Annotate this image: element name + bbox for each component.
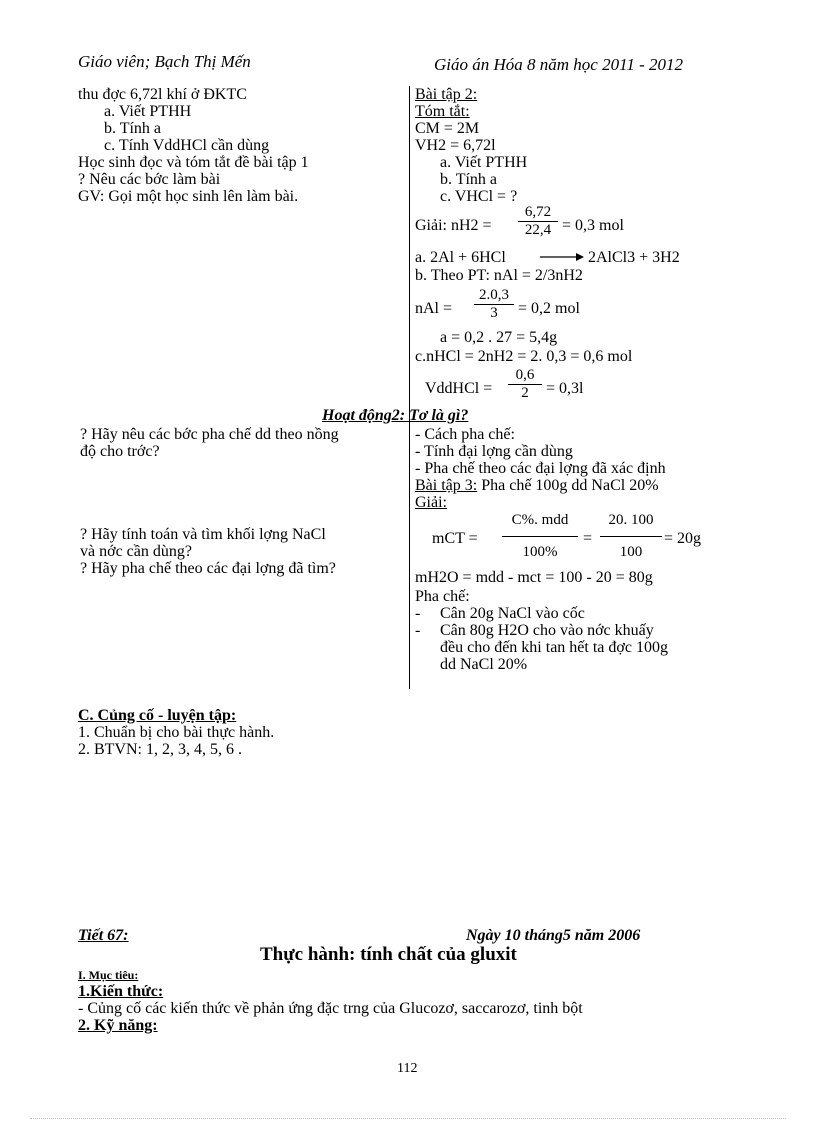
nal-result: = 0,2 mol (518, 300, 580, 317)
cm-value: CM = 2M (415, 120, 480, 137)
fraction (508, 367, 542, 402)
lesson-date: Ngày 10 tháng5 năm 2006 (466, 927, 641, 944)
left-text: thu đợc 6,72l khí ở ĐKTC (78, 86, 247, 103)
right-text: - Pha chế theo các đại lợng đã xác định (415, 460, 666, 477)
exercise2-title: Bài tập 2: (415, 86, 478, 103)
left-text: và nớc cần dùng? (80, 543, 192, 560)
fraction-denominator: 100% (502, 536, 578, 563)
reinforce-title: C. Củng cố - luyện tập: (78, 707, 237, 724)
exercise3-label: Bài tập 3: (415, 477, 478, 494)
mct-result: = 20g (664, 530, 702, 547)
reinforce-item: 2. BTVN: 1, 2, 3, 4, 5, 6 . (78, 741, 242, 758)
knowledge-text: - Củng cố các kiến thức về phản ứng đặc trng của Glucozơ, saccarozơ, tinh bột (78, 1000, 583, 1017)
activity2-heading: Hoạt động2: Tơ là gì? (322, 407, 469, 424)
fraction-numerator: 6,72 (524, 204, 552, 220)
equation-right: 2AlCl3 + 3H2 (588, 249, 680, 266)
skills-heading: 2. Kỹ năng: (78, 1017, 158, 1034)
fraction-denominator: 3 (474, 304, 514, 322)
solve-result: = 0,3 mol (562, 217, 624, 234)
fraction-denominator: 100 (600, 536, 662, 563)
a-value: a = 0,2 . 27 = 5,4g (440, 329, 558, 346)
header-plan: Giáo án Hóa 8 năm học 2011 - 2012 (434, 55, 683, 74)
fraction-numerator: 2.0,3 (479, 287, 509, 303)
vh2-value: VH2 = 6,72l (415, 137, 496, 154)
step-text: Cân 20g NaCl vào cốc (440, 605, 585, 622)
c-line: c.nHCl = 2nH2 = 2. 0,3 = 0,6 mol (415, 348, 633, 365)
bullet: - (415, 622, 421, 639)
left-text: a. Viết PTHH (104, 103, 192, 120)
lesson-title: Thực hành: tính chất của gluxit (260, 944, 517, 965)
arrow-icon (540, 251, 584, 263)
step-text: dd NaCl 20% (440, 656, 528, 673)
vdd-label: VddHCl = (425, 380, 493, 397)
fraction (502, 510, 578, 563)
exercise3 (415, 478, 659, 494)
right-text: - Cách pha chế: (415, 426, 515, 443)
page-number: 112 (397, 1061, 418, 1076)
equation-left: a. 2Al + 6HCl (415, 249, 506, 266)
left-text: ? Hãy nêu các bớc pha chế dd theo nồng (80, 426, 339, 443)
knowledge-heading: 1.Kiến thức: (78, 983, 164, 1000)
fraction-denominator: 2 (508, 384, 542, 402)
nal-label: nAl = (415, 300, 453, 317)
lesson-period: Tiết 67: (78, 927, 129, 944)
fraction (600, 510, 662, 563)
equation-b: b. Theo PT: nAl = 2/3nH2 (415, 267, 583, 284)
fraction-numerator: C%. mdd (511, 512, 569, 528)
vdd-result: = 0,3l (546, 380, 584, 397)
right-item: c. VHCl = ? (440, 188, 518, 205)
reinforce-item: 1. Chuẩn bị cho bài thực hành. (78, 724, 275, 741)
summary-label: Tóm tắt: (415, 103, 470, 120)
fraction-numerator: 20. 100 (608, 512, 654, 528)
fraction-numerator: 0,6 (515, 367, 535, 383)
left-text: GV: Gọi một học sinh lên làm bài. (78, 188, 299, 205)
left-text: ? Hãy pha chế theo các đại lợng đã tìm? (80, 560, 336, 577)
mct-label: mCT = (432, 530, 478, 547)
footer-divider (30, 1118, 786, 1119)
fraction (474, 287, 514, 322)
solve-label: Giải: nH2 = (415, 217, 492, 234)
bullet: - (415, 605, 421, 622)
step-text: Cân 80g H2O cho vào nớc khuấy (440, 622, 654, 639)
mix-label: Pha chế: (415, 588, 470, 605)
left-text: c. Tính VddHCl cần dùng (104, 137, 270, 154)
left-text: Học sinh đọc và tóm tắt đề bài tập 1 (78, 154, 309, 171)
fraction (518, 204, 558, 239)
objectives-heading: I. Mục tiêu: (78, 968, 139, 982)
fraction-denominator: 22,4 (518, 221, 558, 239)
left-text: ? Nêu các bớc làm bài (78, 171, 221, 188)
right-item: b. Tính a (440, 171, 498, 188)
header-teacher: Giáo viên; Bạch Thị Mến (78, 52, 251, 71)
solve2-label: Giải: (415, 494, 447, 511)
left-text: ? Hãy tính toán và tìm khối lợng NaCl (80, 526, 326, 543)
mh2o-line: mH2O = mdd - mct = 100 - 20 = 80g (415, 569, 653, 586)
column-divider (409, 86, 410, 689)
step-text: đều cho đến khi tan hết ta đợc 100g (440, 639, 668, 656)
equals-sign: = (583, 530, 593, 547)
right-text: - Tính đại lợng cần dùng (415, 443, 573, 460)
exercise3-text: Pha chế 100g dd NaCl 20% (477, 477, 659, 494)
right-item: a. Viết PTHH (440, 154, 528, 171)
left-text: b. Tính a (104, 120, 162, 137)
left-text: độ cho trớc? (80, 443, 160, 460)
